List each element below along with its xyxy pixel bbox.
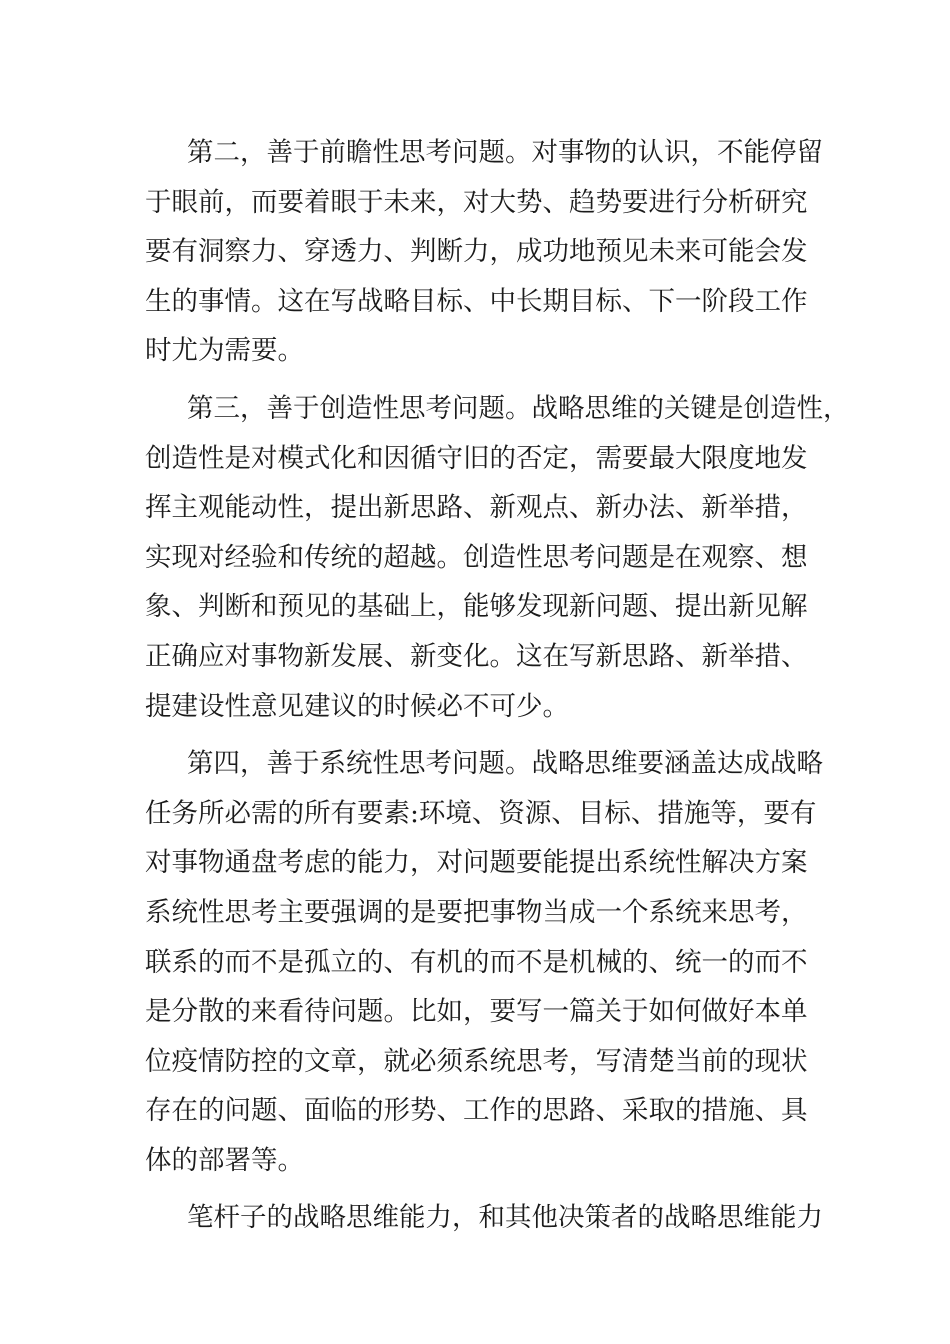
text-line: 联系的而不是孤立的、有机的而不是机械的、统一的而不 — [145, 946, 808, 978]
text-line: 对事物通盘考虑的能力，对问题要能提出系统性解决方案 — [145, 847, 808, 879]
text-line: 体的部署等。 — [145, 1144, 304, 1176]
text-line: 挥主观能动性，提出新思路、新观点、新办法、新举措， — [145, 492, 808, 524]
paragraph-creativity — [145, 384, 850, 731]
text-line: 第三，善于创造性思考问题。战略思维的关键是创造性， — [187, 392, 850, 424]
text-line: 笔杆子的战略思维能力，和其他决策者的战略思维能力 — [187, 1202, 823, 1234]
text-line: 实现对经验和传统的超越。创造性思考问题是在观察、想 — [145, 541, 808, 573]
text-line: 时尤为需要。 — [145, 335, 304, 367]
text-line: 是分散的来看待问题。比如，要写一篇关于如何做好本单 — [145, 996, 808, 1028]
text-line: 位疫情防控的文章，就必须系统思考，写清楚当前的现状 — [145, 1045, 808, 1077]
text-line: 第二，善于前瞻性思考问题。对事物的认识，不能停留 — [187, 137, 823, 168]
text-line: 系统性思考主要强调的是要把事物当成一个系统来思考， — [145, 896, 808, 928]
document-body — [145, 128, 850, 1251]
text-line: 象、判断和预见的基础上，能够发现新问题、提出新见解 — [145, 591, 808, 623]
paragraph-systematic — [145, 739, 823, 1185]
text-line: 正确应对事物新发展、新变化。这在写新思路、新举措、 — [145, 640, 808, 672]
text-line: 于眼前，而要着眼于未来，对大势、趋势要进行分析研究 — [145, 186, 808, 218]
paragraph-foresight — [145, 128, 823, 376]
text-line: 任务所必需的所有要素:环境、资源、目标、措施等，要有 — [145, 797, 817, 829]
text-line: 提建设性意见建议的时候必不可少。 — [145, 690, 569, 722]
text-line: 存在的问题、面临的形势、工作的思路、采取的措施、具 — [145, 1095, 808, 1127]
paragraph-writer-strategy — [145, 1193, 823, 1243]
text-line: 要有洞察力、穿透力、判断力，成功地预见未来可能会发 — [145, 236, 808, 268]
text-line: 生的事情。这在写战略目标、中长期目标、下一阶段工作 — [145, 285, 808, 317]
text-line: 第四，善于系统性思考问题。战略思维要涵盖达成战略 — [187, 748, 823, 780]
text-line: 创造性是对模式化和因循守旧的否定，需要最大限度地发 — [145, 442, 808, 474]
